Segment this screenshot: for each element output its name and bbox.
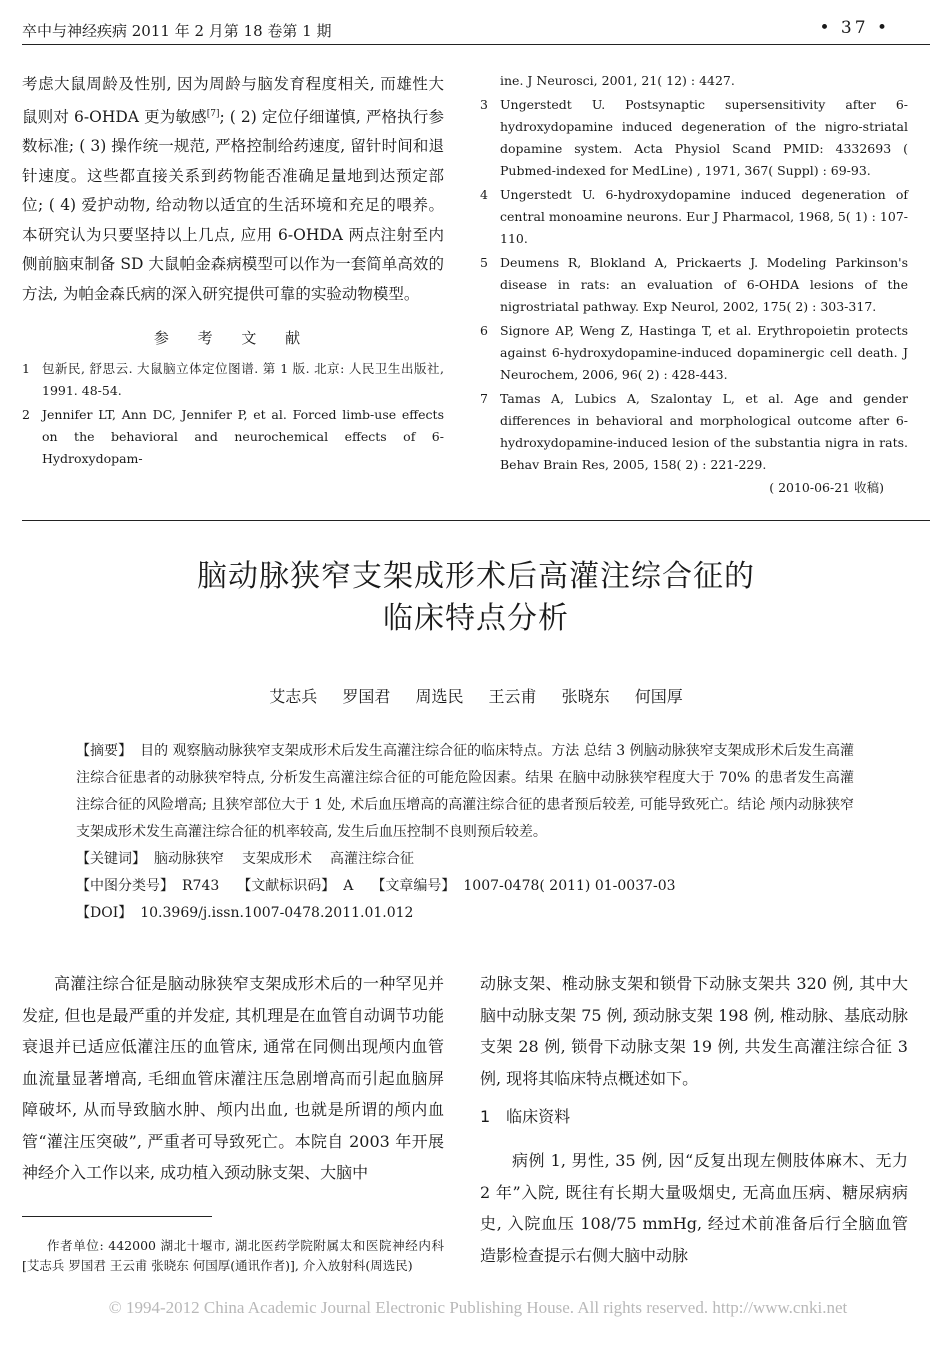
reference-item-continued: ine. J Neurosci, 2001, 21( 12) : 4427. [500, 73, 735, 88]
article-title [22, 556, 930, 640]
intro-paragraph: 高灌注综合征是脑动脉狭窄支架成形术后的一种罕见并发症, 但也是最严重的并发症, 其机理是在血管自动调节功能衰退并已适应低灌注压的血管床, 通常在同侧出现颅内血管血流量显著增高, 毛细血管床灌注压急剧增高而引起血脑屏障破坏, 从而导致脑水肿、颅内出血, 也就是所谓的颅内血管“灌注压突破”, 严重者可导致死亡。本院自 2003 年开展神经介入工作以来, 成功植入颈动脉支架、大脑中 [22, 974, 444, 1182]
article-number-value: 1007-0478( 2011) 01-0037-03 [463, 878, 676, 894]
reference-item: 6 Signore AP, Weng Z, Hastinga T, et al. Erythropoietin protects against 6-hydroxydopamine-induced dopaminergic cell death. J Neurochem, 2006, 96( 2) : 428-443. [480, 323, 908, 382]
section-heading-clinical-data: 1 临床资料 [480, 1107, 571, 1126]
doi-value: 10.3969/j.issn.1007-0478.2011.01.012 [140, 905, 414, 921]
clc-label: 【中图分类号】 [76, 878, 174, 894]
footnote-divider [22, 1216, 212, 1217]
prev-article-conclusion: 考虑大鼠周龄及性别, 因为周龄与脑发育程度相关, 而雄性大鼠则对 6-OHDA 更为敏感[7]; ( 2) 定位仔细谨慎, 严格执行参数标准; ( 3) 操作统一规范, 严格控制给药速度, 留针时间和退针速度。这些都直接关系到药物能否准确足量地到达预定部位; ( 4) 爱护动物, 给动物以适宜的生活环境和充足的喂养。本研究认为只要坚持以上几点, 应用 6-OHDA 两点注射至内侧前脑束制备 SD 大鼠帕金森病模型可以作为一套简单高效的方法, 为帕金森氏病的深入研究提供可靠的实验动物模型。 [22, 75, 444, 303]
keywords [76, 846, 854, 873]
intro-left-column [22, 968, 444, 1189]
reference-item: 3 Ungerstedt U. Postsynaptic supersensitivity after 6-hydroxydopamine induced degeneration of the nigro-striatal dopamine system. Acta Physiol Scand PMID: 4332693 ( Pubmed-indexed for MedLine) , 1971, 367( Suppl) : 69-93. [480, 97, 908, 178]
page-number: • 37 • [819, 18, 890, 38]
keyword: 支架成形术 [242, 851, 312, 867]
doc-code-label: 【文献标识码】 [237, 878, 336, 894]
clc-value: R743 [182, 878, 220, 894]
doc-code-value: A [343, 878, 354, 894]
keyword: 脑动脉狭窄 [154, 851, 224, 867]
reference-list-right [480, 70, 908, 476]
reference-item: 7 Tamas A, Lubics A, Szalontay L, et al. Age and gender differences in behavioral and morphological outcome after 6-hydroxydopamine-induced lesion of the substantia nigra in rats. Behav Brain Res, 2005, 158( 2) : 221-229. [480, 391, 908, 472]
abstract-text: 目的 观察脑动脉狭窄支架成形术后发生高灌注综合征的临床特点。方法 总结 3 例脑动脉狭窄支架成形术后发生高灌注综合征患者的动脉狭窄特点, 分析发生高灌注综合征的可能危险因素。结果 在脑中动脉狭窄程度大于 70% 的患者发生高灌注综合征的风险增高; 且狭窄部位大于 1 处, 术后血压增高的高灌注综合征的患者预后较差, 可能导致死亡。结论 颅内动脉狭窄支架成形术发生高灌注综合征的机率较高, 发生后血压控制不良则预后较差。 [76, 743, 854, 840]
copyright-watermark: © 1994-2012 China Academic Journal Electronic Publishing House. All rights reserved. http://www.cnki.net [108, 1298, 848, 1317]
references-heading: 参 考 文 献 [153, 329, 313, 348]
intro-paragraph-continued: 动脉支架、椎动脉支架和锁骨下动脉支架共 320 例, 其中大脑中动脉支架 75 例, 颈动脉支架 198 例, 椎动脉、基底动脉支架 28 例, 锁骨下动脉支架 19 例, 共发生高灌注综合征 3 例, 现将其临床特点概述如下。 [480, 974, 908, 1088]
author-list: 艾志兵 罗国君 周选民 王云甫 张晓东 何国厚 [269, 687, 683, 706]
article-title-line-1: 脑动脉狭窄支架成形术后高灌注综合征的 [197, 559, 755, 594]
prev-article-right-column [480, 70, 908, 496]
keyword: 高灌注综合征 [330, 851, 414, 867]
reference-item: 1 包新民, 舒思云. 大鼠脑立体定位图谱. 第 1 版. 北京: 人民卫生出版社, 1991. 48-54. [22, 361, 444, 399]
article-divider [22, 520, 930, 521]
classification-line [76, 873, 854, 900]
citation-superscript: [7] [206, 108, 220, 119]
article-title-line-2: 临床特点分析 [383, 601, 569, 636]
doi-line [76, 900, 854, 927]
abstract [76, 738, 854, 846]
reference-item: 2 Jennifer LT, Ann DC, Jennifer P, et al. Forced limb-use effects on the behavioral and neurochemical effects of 6-Hydroxydopam- [22, 407, 444, 467]
doi-label: 【DOI】 [76, 905, 133, 921]
keywords-label: 【关键词】 [76, 851, 146, 867]
journal-header: 卒中与神经疾病 2011 年 2 月第 18 卷第 1 期 [22, 22, 332, 40]
reference-item: 4 Ungerstedt U. 6-hydroxydopamine induced degeneration of central monoamine neurons. Eur J Pharmacol, 1968, 5( 1) : 107-110. [480, 187, 908, 246]
author-affiliation-footnote: 作者单位: 442000 湖北十堰市, 湖北医药学院附属太和医院神经内科[艾志兵 罗国君 王云甫 张晓东 何国厚(通讯作者)], 介入放射科(周选民) [22, 1238, 444, 1273]
reference-item: 5 Deumens R, Blokland A, Prickaerts J. Modeling Parkinson's disease in rats: an evaluation of 6-OHDA lesions of the nigrostriatal pathway. Exp Neurol, 2002, 175( 2) : 303-317. [480, 255, 908, 314]
abstract-block [76, 738, 854, 927]
header-divider [22, 44, 930, 45]
received-date: ( 2010-06-21 收稿) [769, 480, 884, 495]
article-number-label: 【文章编号】 [371, 878, 456, 894]
reference-list-left [22, 358, 444, 470]
prev-article-left-column [22, 70, 444, 472]
intro-right-column [480, 968, 908, 1271]
abstract-label: 【摘要】 [76, 743, 133, 759]
case-1-paragraph: 病例 1, 男性, 35 例, 因“反复出现左侧肢体麻木、无力 2 年”入院, 既往有长期大量吸烟史, 无高血压病、糖尿病病史, 入院血压 108/75 mmHg, 经过术前准备后行全脑血管造影检查提示右侧大脑中动脉 [480, 1151, 908, 1265]
